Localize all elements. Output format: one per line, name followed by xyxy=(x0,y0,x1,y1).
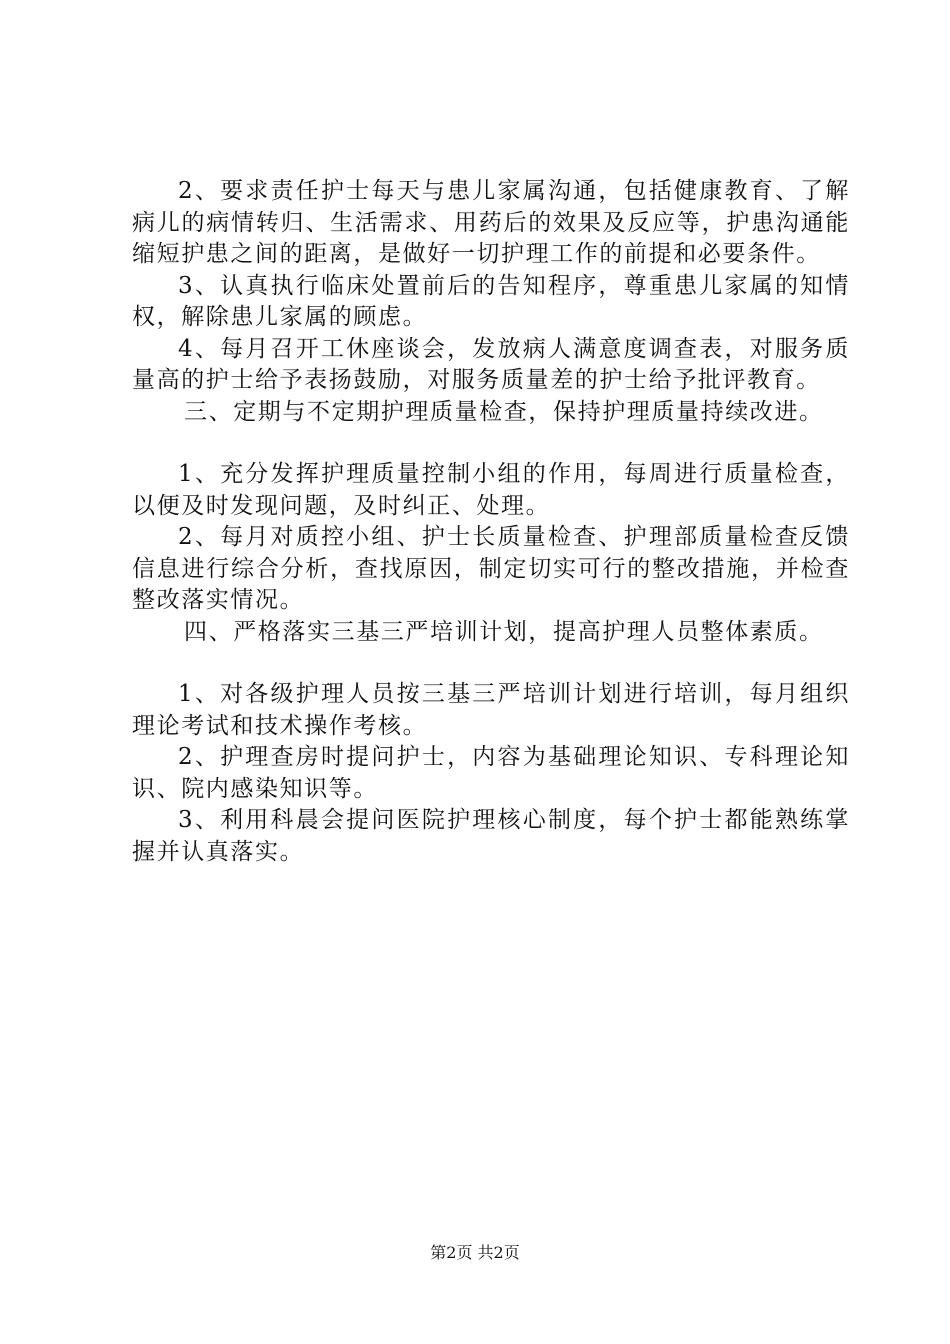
section3-item-1: 1、充分发挥护理质量控制小组的作用，每周进行质量检查，以便及时发现问题，及时纠正、处理。 xyxy=(132,461,850,519)
section3-item-2: 2、每月对质控小组、护士长质量检查、护理部质量检查反馈信息进行综合分析，查找原因，制定切实可行的整改措施，并检查整改落实情况。 xyxy=(132,524,850,613)
spacer xyxy=(132,428,850,459)
paragraph-item-3: 3、认真执行临床处置前后的告知程序，尊重患儿家属的知情权，解除患儿家属的顾虑。 xyxy=(132,272,850,330)
section4-item-3: 3、利用科晨会提问医院护理核心制度，每个护士都能熟练掌握并认真落实。 xyxy=(132,807,850,865)
page-footer: 第2页 共2页 xyxy=(430,1243,520,1262)
section4-item-2: 2、护理查房时提问护士，内容为基础理论知识、专科理论知识、院内感染知识等。 xyxy=(132,744,850,802)
document-body xyxy=(132,176,850,868)
spacer xyxy=(132,648,850,679)
section-heading-4: 四、严格落实三基三严培训计划，提高护理人员整体素质。 xyxy=(184,618,824,645)
section4-item-1: 1、对各级护理人员按三基三严培训计划进行培训，每月组织理论考试和技术操作考核。 xyxy=(132,681,850,739)
section-heading-3: 三、定期与不定期护理质量检查，保持护理质量持续改进。 xyxy=(184,398,824,425)
paragraph-item-2: 2、要求责任护士每天与患儿家属沟通，包括健康教育、了解病儿的病情转归、生活需求、用药后的效果及反应等，护患沟通能缩短护患之间的距离，是做好一切护理工作的前提和必要条件。 xyxy=(132,178,850,267)
paragraph-item-4: 4、每月召开工休座谈会，发放病人满意度调查表，对服务质量高的护士给予表扬鼓励，对服务质量差的护士给予批评教育。 xyxy=(132,335,850,393)
